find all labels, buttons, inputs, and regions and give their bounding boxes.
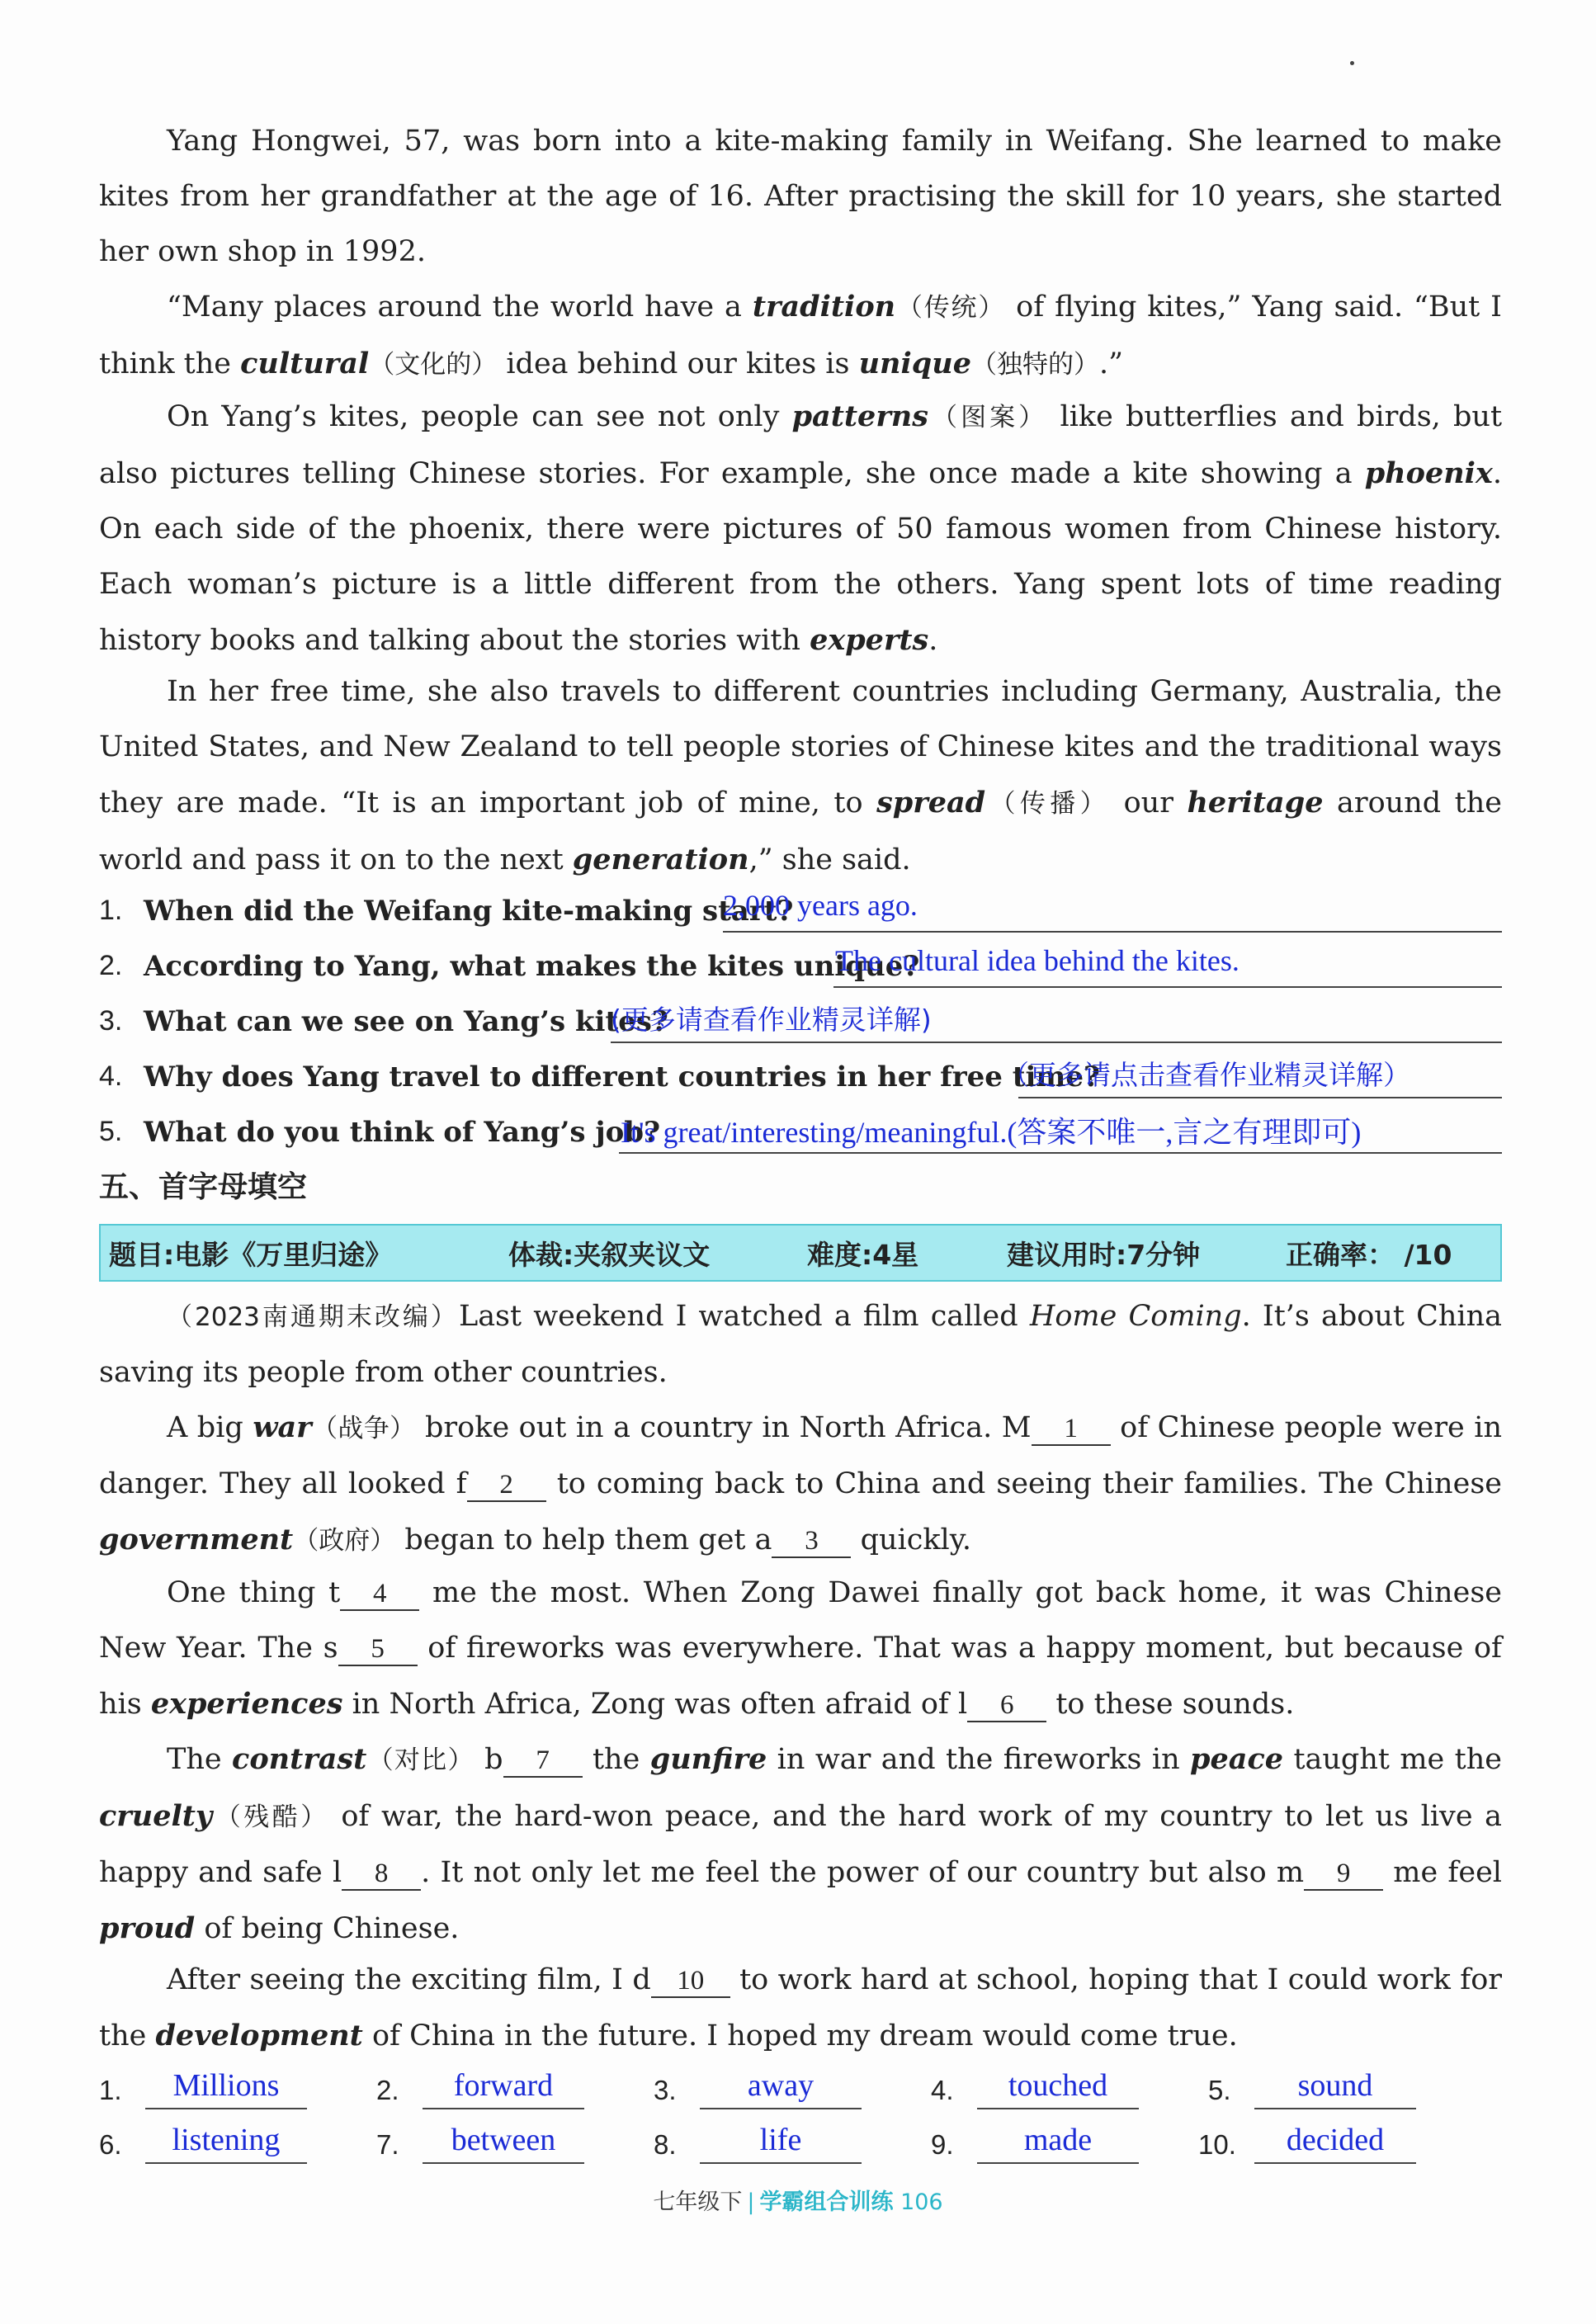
text: me the most. When Zong Dawei finally got back home, it was Chinese New Year. The s <box>99 1576 1502 1665</box>
question-number: 2. <box>99 950 123 981</box>
question-text: When did the Weifang kite-making start? <box>144 895 794 928</box>
keyword: experiences <box>150 1687 343 1721</box>
question-3 <box>99 995 1502 1050</box>
text: the <box>582 1743 650 1776</box>
passage-paragraph-2 <box>99 279 1502 393</box>
footer-separator: | <box>747 2189 755 2215</box>
text: to coming back to China and seeing their families. The Chinese <box>545 1467 1502 1500</box>
question-number: 3. <box>99 1005 123 1037</box>
text: in North Africa, Zong was often afraid of l <box>342 1688 968 1721</box>
blank-8[interactable]: 8 <box>342 1858 421 1891</box>
answer-value[interactable]: sound <box>1254 2063 1416 2109</box>
page-footer <box>0 2184 1596 2216</box>
banner-topic: 题目:电影《万里归途》 <box>109 1238 393 1271</box>
text: Last weekend I watched a film called <box>458 1300 1030 1333</box>
answer-line <box>619 1152 1502 1154</box>
keyword: generation <box>572 843 749 876</box>
text: of war, the hard-won peace, and the hard work of my country to let us live a happy and safe l <box>99 1800 1503 1889</box>
gloss: （文化的） <box>369 350 498 380</box>
answer-number: 3. <box>654 2075 677 2105</box>
answer-number: 7. <box>376 2129 399 2160</box>
text: b <box>474 1743 503 1776</box>
keyword: peace <box>1190 1742 1284 1776</box>
text: to these sounds. <box>1046 1688 1295 1721</box>
page-number: 106 <box>900 2189 943 2215</box>
answer-number: 1. <box>99 2075 122 2105</box>
text: of flying kites,” Yang said. “But I think the <box>99 290 1502 380</box>
banner-time: 建议用时:7分钟 <box>1007 1238 1201 1271</box>
text: me feel <box>1383 1856 1502 1889</box>
question-2 <box>99 940 1502 994</box>
answer-number: 4. <box>931 2075 954 2105</box>
blank-10[interactable]: 10 <box>651 1965 730 1998</box>
answer-line <box>1018 1097 1502 1098</box>
answer-value[interactable]: made <box>977 2118 1139 2164</box>
blank-7[interactable]: 7 <box>503 1745 583 1778</box>
banner-difficulty: 难度:4星 <box>807 1238 919 1271</box>
answer-number: 2. <box>376 2075 399 2105</box>
text: broke out in a country in North Africa. M <box>415 1411 1032 1444</box>
text: The <box>167 1743 233 1776</box>
text: “Many places around the world have a <box>167 290 753 324</box>
text: . <box>928 624 938 657</box>
blank-4[interactable]: 4 <box>340 1578 419 1611</box>
text: idea behind our kites is <box>497 347 859 380</box>
question-1 <box>99 885 1502 939</box>
answer-text[interactable]: The cultural idea behind the kites. <box>835 944 1239 977</box>
blank-6[interactable]: 6 <box>967 1689 1046 1722</box>
answer-text[interactable]: (更多请查看作业精灵详解) <box>611 1004 932 1036</box>
answer-value[interactable]: between <box>423 2118 584 2164</box>
keyword: development <box>155 2019 363 2052</box>
keyword: war <box>253 1410 312 1444</box>
section-title: 五、首字母填空 <box>99 1170 308 1204</box>
text: of Chinese people were in danger. They all looked f <box>99 1411 1503 1500</box>
question-number: 4. <box>99 1060 123 1092</box>
passage-paragraph-1 <box>99 114 1502 280</box>
cloze-paragraph-2 <box>99 1400 1502 1569</box>
keyword: cultural <box>240 347 370 380</box>
text: . It not only let me feel the power of our country but also m <box>421 1856 1305 1889</box>
text: After seeing the exciting film, I d <box>167 1963 651 1996</box>
text: taught me the <box>1283 1743 1502 1776</box>
answer-text[interactable]: （更多请点击查看作业精灵详解） <box>1002 1059 1410 1091</box>
keyword: heritage <box>1187 786 1324 820</box>
question-4 <box>99 1051 1502 1105</box>
question-text: According to Yang, what makes the kites unique? <box>144 950 920 983</box>
keyword: gunfire <box>649 1742 767 1776</box>
text: .” <box>1098 347 1124 380</box>
question-number: 1. <box>99 895 123 926</box>
blank-1[interactable]: 1 <box>1032 1413 1111 1446</box>
keyword: cruelty <box>99 1799 213 1833</box>
cloze-paragraph-3 <box>99 1566 1502 1732</box>
question-text: Why does Yang travel to different countries in her free time? <box>144 1060 1100 1094</box>
blank-9[interactable]: 9 <box>1304 1858 1383 1891</box>
banner-accuracy: 正确率： /10 <box>1286 1238 1452 1271</box>
keyword: unique <box>858 347 971 380</box>
gloss: （对比） <box>366 1745 475 1775</box>
answer-value[interactable]: away <box>700 2063 862 2109</box>
text: like butterflies and birds, but also pictures telling Chinese stories. For example, she once made a kite showing a <box>99 400 1503 490</box>
answer-line <box>833 986 1502 988</box>
answer-number: 6. <box>99 2129 122 2160</box>
text: of fireworks was everywhere. That was a happy moment, but because of his <box>99 1632 1503 1721</box>
text: On Yang’s kites, people can see not only <box>167 400 792 433</box>
text: to work hard at school, hoping that I could work for the <box>99 1963 1503 2052</box>
text: around the world and pass it on to the next <box>99 786 1502 876</box>
keyword: proud <box>99 1911 196 1945</box>
text: ,” she said. <box>748 843 911 876</box>
keyword: experts <box>810 623 929 657</box>
keyword: patterns <box>791 399 928 433</box>
keyword: contrast <box>232 1742 367 1776</box>
answer-number: 9. <box>931 2129 954 2160</box>
keyword: spread <box>876 786 986 820</box>
answer-value[interactable]: forward <box>423 2063 584 2109</box>
text: our <box>1110 786 1188 820</box>
blank-5[interactable]: 5 <box>338 1633 418 1666</box>
answer-line <box>611 1042 1502 1043</box>
answer-text[interactable]: It's great/interesting/meaningful.(答案不唯一,言之有理即可) <box>621 1116 1362 1149</box>
gloss: （残酷） <box>212 1802 329 1832</box>
answer-number: 10. <box>1198 2129 1236 2160</box>
cloze-paragraph-4 <box>99 1731 1502 1957</box>
footer-grade: 七年级下 <box>653 2189 743 2215</box>
gloss: （传播） <box>985 789 1111 819</box>
footer-series: 学霸组合训练 <box>759 2189 894 2215</box>
text: began to help them get a <box>395 1523 772 1556</box>
keyword: tradition <box>752 290 896 324</box>
paragraph-text: Yang Hongwei, 57, was born into a kite-making family in Weifang. She learned to make kites from her grandfather at the age of 16. After practising the skill for 10 years, she started her own shop in 1992. <box>99 125 1502 268</box>
question-number: 5. <box>99 1116 123 1147</box>
exercise-info-banner <box>99 1224 1502 1282</box>
blank-2[interactable]: 2 <box>467 1469 546 1502</box>
gloss: （传统） <box>895 293 1006 323</box>
answer-value[interactable]: decided <box>1254 2118 1416 2164</box>
print-dot <box>1350 61 1354 65</box>
text: One thing t <box>167 1576 341 1609</box>
text: in war and the fireworks in <box>767 1743 1191 1776</box>
question-text: What do you think of Yang’s job? <box>144 1116 660 1149</box>
source-note: （2023南通期末改编） <box>167 1302 459 1332</box>
answer-value[interactable]: listening <box>145 2118 307 2164</box>
banner-genre: 体裁:夹叙夹议文 <box>508 1238 711 1271</box>
answer-line <box>723 931 1502 933</box>
text: quickly. <box>851 1523 971 1556</box>
answer-number: 5. <box>1208 2075 1231 2105</box>
gloss: （图案） <box>928 403 1048 432</box>
text: . It’s about China saving its people from other countries. <box>99 1300 1502 1389</box>
text: In her free time, she also travels to different countries including Germany, Australia, the United States, and New Zealand to tell people stories of Chinese kites and the traditional ways they are made. “It is an important job of mine, to <box>99 675 1502 820</box>
gloss: （战争） <box>311 1414 416 1443</box>
answer-value[interactable]: life <box>700 2118 862 2164</box>
question-5 <box>99 1106 1502 1160</box>
passage-paragraph-4 <box>99 664 1502 888</box>
cloze-paragraph-5 <box>99 1953 1502 2064</box>
gloss: （独特的） <box>970 350 1099 380</box>
text: . On each side of the phoenix, there were pictures of 50 famous women from Chinese history. Each woman’s picture is a little different from the others. Yang spent lots of time reading history books and talking about the stories with <box>99 457 1502 657</box>
answer-text[interactable]: 2,000 years ago. <box>723 889 918 922</box>
text: A big <box>167 1411 253 1444</box>
keyword: government <box>99 1523 294 1556</box>
cloze-paragraph-1 <box>99 1289 1502 1401</box>
answer-number: 8. <box>654 2129 677 2160</box>
answer-value[interactable]: touched <box>977 2063 1139 2109</box>
gloss: （政府） <box>293 1526 396 1556</box>
passage-paragraph-3 <box>99 389 1502 668</box>
question-text: What can we see on Yang’s kites? <box>144 1005 668 1038</box>
blank-3[interactable]: 3 <box>772 1525 851 1558</box>
film-title: Home Coming <box>1029 1300 1242 1333</box>
answer-value[interactable]: Millions <box>145 2063 307 2109</box>
text: of China in the future. I hoped my dream would come true. <box>362 2019 1238 2052</box>
keyword: phoenix <box>1364 456 1493 490</box>
text: of being Chinese. <box>195 1912 460 1945</box>
